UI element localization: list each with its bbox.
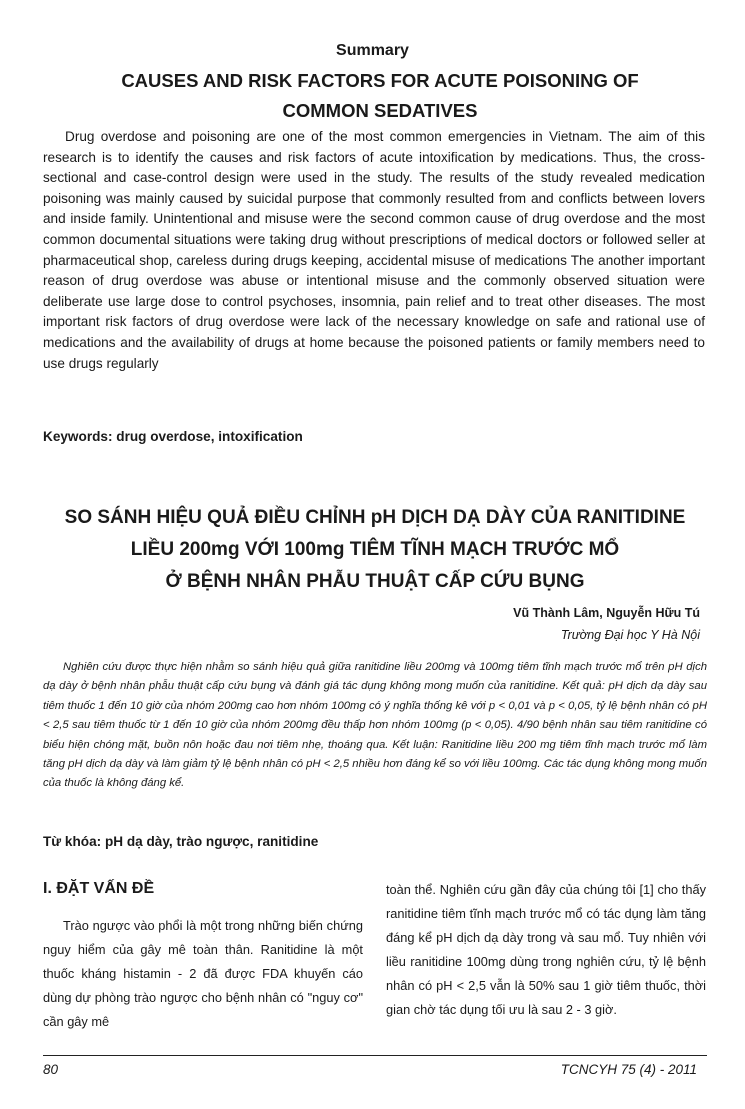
footer-rule [43, 1055, 707, 1056]
page-number: 80 [43, 1062, 59, 1077]
article-abstract: Nghiên cứu được thực hiện nhằm so sánh hiệu quả giữa ranitidine liều 200mg và 100mg tiêm tĩnh mạch trước mổ trên pH dịch dạ dày ở bệnh nhân phẫu thuật cấp cứu bụng và đánh giá tác dụng không mong muốn của ranitidine. Kết quả: pH dịch dạ dày sau tiêm thuốc 1 đến 10 giờ của nhóm 200mg cao hơn nhóm 100mg có ý nghĩa thống kê với p < 0,01 và p < 0,05, tỷ lệ bệnh nhân có pH < 2,5 sau tiêm thuốc từ 1 đến 10 giờ của nhóm 200mg đều thấp hơn nhóm 100mg (p < 0,05). 4/90 bệnh nhân sau tiêm ranitidine có biểu hiện chóng mặt, buồn nôn hoặc đau nơi tiêm nhẹ, thoáng qua. Kết luận: Ranitidine liều 200 mg tiêm tĩnh mạch trước mổ làm tăng pH dịch dạ dày và làm giảm tỷ lệ bệnh nhân có pH < 2,5 nhiều hơn đáng kể so với liều 100mg. Các tác dụng không mong muốn của thuốc là không đáng kể. [43, 661, 707, 790]
article-authors: Vũ Thành Lâm, Nguyễn Hữu Tú [513, 606, 700, 620]
summary-title: CAUSES AND RISK FACTORS FOR ACUTE POISONING OF COMMON SEDATIVES [121, 70, 639, 121]
article-title-line: Ở BỆNH NHÂN PHẪU THUẬT CẤP CỨU BỤNG [165, 571, 585, 592]
summary-keywords: Keywords: drug overdose, intoxification [43, 429, 303, 444]
body-column-left: Trào ngược vào phổi là một trong những biến chứng nguy hiểm của gây mê toàn thân. Ranitidine là một thuốc kháng histamin - 2 đã được FDA khuyến cáo dùng dự phòng trào ngược cho bệnh nhân có "nguy cơ" cần gây mê [43, 918, 363, 1029]
body-column-right: toàn thể. Nghiên cứu gần đây của chúng tôi [1] cho thấy ranitidine tiêm tĩnh mạch trước mổ có tác dụng làm tăng đáng kể pH dịch dạ dày trong và sau mổ. Tuy nhiên với liều ranitidine 100mg dùng trong nghiên cứu, tỷ lệ bệnh nhân có pH < 2,5 vẫn là 50% sau 1 giờ tiêm thuốc, thời gian chờ tác dụng tối ưu là sau 2 - 3 giờ. [386, 882, 706, 1017]
journal-reference: TCNCYH 75 (4) - 2011 [560, 1062, 697, 1077]
article-title-line: SO SÁNH HIỆU QUẢ ĐIỀU CHỈNH pH DỊCH DẠ DÀY CỦA RANITIDINE [64, 507, 686, 528]
section-heading: I. ĐẶT VẤN ĐỀ [43, 880, 155, 897]
article-title-line: LIỀU 200mg VỚI 100mg TIÊM TĨNH MẠCH TRƯỚC MỔ [130, 539, 620, 560]
summary-label: Summary [336, 42, 409, 59]
article-title [30, 502, 720, 598]
summary-abstract: Drug overdose and poisoning are one of the most common emergencies in Vietnam. The aim of this research is to identify the causes and risk factors of acute intoxification by medications. Thus, the cross-sectional and case-control design were used in the study. The results of the study revealed medication poisoning was mainly caused by suicidal purpose that commonly resulted from and conflicts between lovers and inside family. Unintentional and misuse were the second common cause of drug overdose and the most common documental situations were taking drug without prescriptions of medical doctors or followed seller at pharmaceutical shop, careless during drugs keeping, accidental misuse of medications The another important reason of drug overdose was abuse or intentional misuse and the commonly observed situation were deliberate use large dose to control psychoses, insomnia, pain relief and to treat other diseases. The most important risk factors of drug overdose were lack of the necessary knowledge on safe and rational use of medications and the availability of drugs at home because the poisoned patients or family members need to use drugs regularly [43, 129, 705, 371]
article-affiliation: Trường Đại học Y Hà Nội [560, 628, 700, 642]
article-keywords: Từ khóa: pH dạ dày, trào ngược, ranitidine [43, 834, 319, 849]
